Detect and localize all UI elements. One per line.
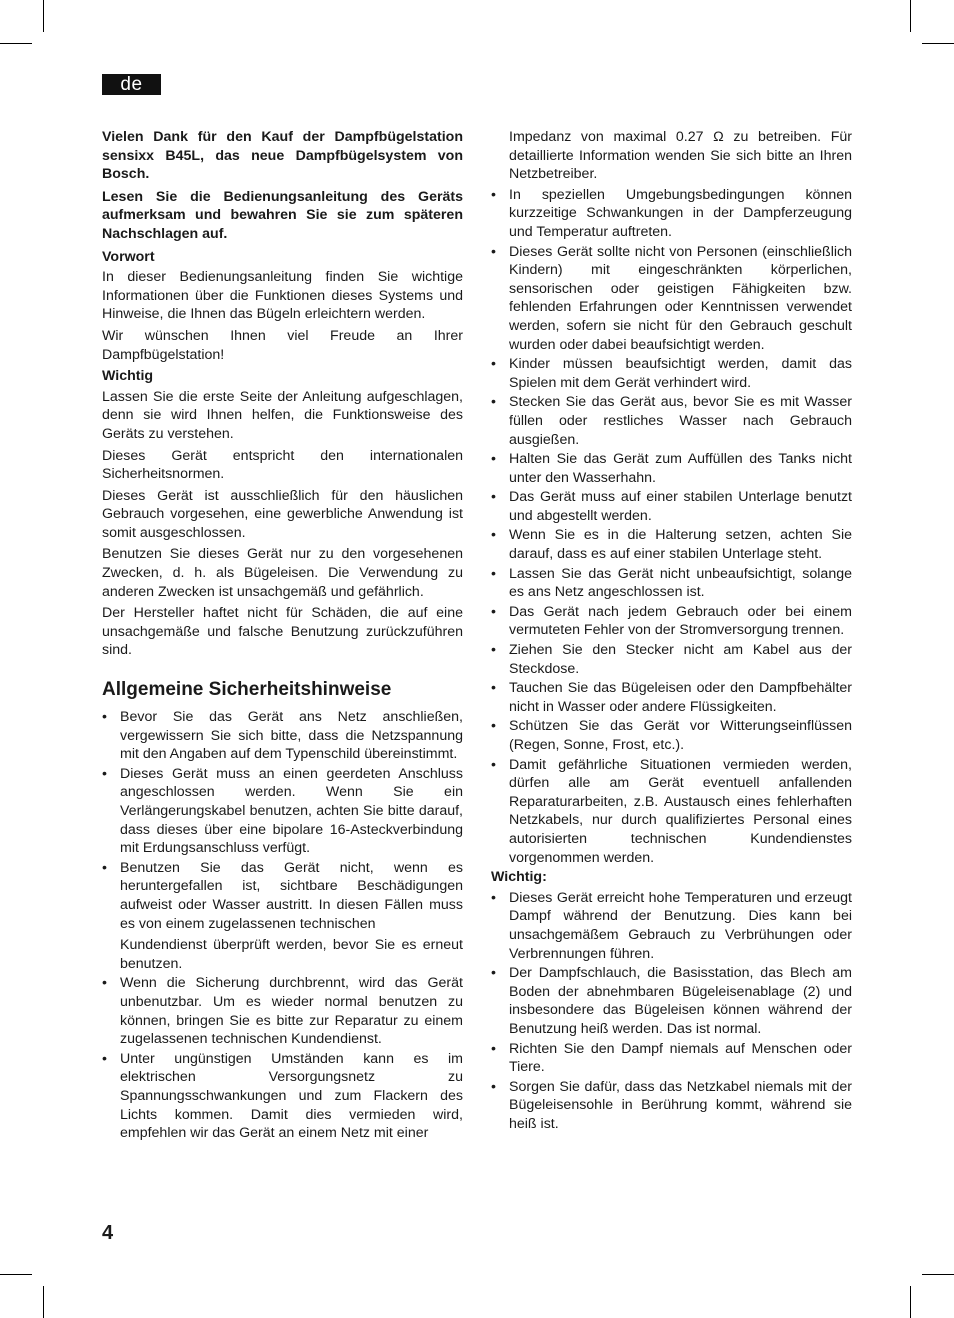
list-item (491, 641, 852, 678)
list-item (102, 708, 463, 764)
wichtig-paragraph: Lassen Sie die erste Seite der Anleitung aufgeschlagen, denn sie wird Ihnen helfen, die Funktionsweise des Geräts zu verstehen. (102, 388, 463, 442)
list-item (491, 393, 852, 449)
list-item (491, 1078, 852, 1134)
list-item-text: Richten Sie den Dampf niemals auf Menschen oder Tiere. (509, 1040, 852, 1076)
intro-paragraph: Lesen Sie die Bedienungsanleitung des Geräts aufmerksam und bewahren Sie sie zum späteren Nachschlagen auf. (102, 188, 463, 242)
bullet-icon: • (491, 889, 496, 906)
bullet-icon: • (491, 756, 496, 773)
list-item-text: Sorgen Sie dafür, dass das Netzkabel niemals mit der Bügeleisensohle in Berührung kommt, während sie heiß ist. (509, 1078, 852, 1132)
list-item-continuation: Kundendienst überprüft werden, bevor Sie es erneut benutzen. (120, 937, 463, 972)
crop-mark (43, 0, 44, 32)
list-item-text: Stecken Sie das Gerät aus, bevor Sie es mit Wasser füllen oder restliches Wasser nach Gebrauch ausgießen. (509, 394, 852, 448)
list-item (491, 565, 852, 602)
bullet-icon: • (102, 1050, 107, 1067)
bullet-icon: • (491, 1078, 496, 1095)
bullet-icon: • (491, 451, 496, 468)
list-item (491, 1040, 852, 1077)
wichtig-paragraph: Der Hersteller haftet nicht für Schäden, die auf eine unsachgemäße und falsche Benutzung zurückzuführen sind. (102, 605, 463, 659)
crop-mark (922, 1274, 954, 1275)
bullet-icon: • (491, 1040, 496, 1057)
bullet-icon: • (491, 565, 496, 582)
bullet-icon: • (102, 709, 107, 726)
language-badge: de (102, 74, 161, 95)
vorwort-paragraph: In dieser Bedienungsanleitung finden Sie wichtige Informationen über die Funktionen dieses Systems und Hinweise, die Ihnen das Bügeln erleichtern werden. (102, 269, 463, 323)
list-item-text: Tauchen Sie das Bügeleisen oder den Dampfbehälter nicht in Wasser oder andere Flüssigkeiten. (509, 680, 852, 715)
list-item-text: Wenn Sie es in die Halterung setzen, achten Sie darauf, dass es auf einer stabilen Unterlage steht. (509, 527, 852, 563)
list-item (102, 859, 463, 974)
list-item-text: Unter ungünstigen Umständen kann es im elektrischen Versorgungsnetz zu Spannungsschwankungen und zum Flackern des Lichts kommen. Damit dies vermieden wird, empfehlen wir das Gerät an einem Netz mit einer (120, 1050, 463, 1142)
bullet-icon: • (102, 765, 107, 782)
crop-mark (0, 1274, 32, 1275)
list-item (102, 765, 463, 858)
list-item (491, 186, 852, 242)
bullet-icon: • (102, 859, 107, 876)
list-item (491, 450, 852, 487)
bullet-icon: • (102, 975, 107, 992)
bullet-icon: • (491, 394, 496, 411)
list-item-text: Dieses Gerät muss an einen geerdeten Anschluss angeschlossen werden. Wenn Sie ein Verlängerungskabel benutzen, achten Sie bitte darauf, dass dieses über eine bipolare 16-Asteckverbindung mit Erdungsanschluss verfügt. (120, 765, 463, 857)
list-item-text: Wenn die Sicherung durchbrennt, wird das Gerät unbenutzbar. Um es wieder normal benutzen zu können, bringen Sie es bitte zur Reparatur zu einem zugelassenen technischen Kundendienst. (120, 975, 463, 1048)
section-title: Allgemeine Sicherheitshinweise (102, 679, 392, 701)
bullet-icon: • (491, 965, 496, 982)
list-item (491, 243, 852, 355)
bullet-icon: • (491, 186, 496, 203)
safety-list (102, 708, 463, 1143)
wichtig-heading-right: Wichtig: (491, 869, 547, 886)
list-item-text: Kinder müssen beaufsichtigt werden, damit das Spielen mit dem Gerät verhindert wird. (509, 356, 852, 391)
wichtig-paragraph: Benutzen Sie dieses Gerät nur zu den vorgesehenen Zwecken, d. h. als Bügeleisen. Die Verwendung zu anderen Zwecken ist unsachgemäß und gefährlich. (102, 546, 463, 600)
bullet-icon: • (491, 527, 496, 544)
list-item (491, 756, 852, 868)
continued-paragraph: Impedanz von maximal 0.27 Ω zu betreiben. Für detaillierte Information wenden Sie sich bitte an Ihren Netzbetreiber. (509, 129, 852, 183)
list-item (102, 974, 463, 1048)
left-column (102, 128, 463, 1144)
bullet-icon: • (491, 642, 496, 659)
list-item-text: Dieses Gerät erreicht hohe Temperaturen und erzeugt Dampf während der Benutzung. Dies kann bei unsachgemäßem Gebrauch zu Verbrühungen oder Verbrennungen führen. (509, 889, 852, 962)
list-item (491, 964, 852, 1038)
list-item-text: Damit gefährliche Situationen vermieden werden, dürfen alle am Gerät eventuell anfallenden Reparaturarbeiten, z.B. Austausch eines fehlerhaften Netzkabels, nur durch qualifiziertes Personal eines autorisierten technischen Kundendienstes vorgenommen werden. (509, 756, 852, 866)
list-item-text: Lassen Sie das Gerät nicht unbeaufsichtigt, solange es ans Netz angeschlossen ist. (509, 565, 852, 601)
list-item-text: In speziellen Umgebungsbedingungen können kurzzeitige Schwankungen in der Dampferzeugung und Temperatur auftreten. (509, 186, 852, 240)
list-item-text: Schützen Sie das Gerät vor Witterungseinflüssen (Regen, Sonne, Frost, etc.). (509, 718, 852, 753)
bullet-icon: • (491, 603, 496, 620)
list-item (102, 1050, 463, 1143)
list-item (491, 355, 852, 392)
vorwort-paragraph: Wir wünschen Ihnen viel Freude an Ihrer Dampfbügelstation! (102, 327, 463, 363)
intro-paragraph: Vielen Dank für den Kauf der Dampfbügelstation sensixx B45L, das neue Dampfbügelsystem von Bosch. (102, 129, 463, 183)
right-column (491, 128, 852, 1134)
wichtig-paragraph: Dieses Gerät ist ausschließlich für den häuslichen Gebrauch vorgesehen, eine gewerbliche Anwendung ist somit ausgeschlossen. (102, 487, 463, 541)
wichtig-heading: Wichtig (102, 368, 154, 385)
bullet-icon: • (491, 356, 496, 373)
list-item-text: Das Gerät muss auf einer stabilen Unterlage benutzt und abgestellt werden. (509, 489, 852, 524)
bullet-icon: • (491, 489, 496, 506)
bullet-icon: • (491, 718, 496, 735)
list-item-text: Ziehen Sie den Stecker nicht am Kabel aus der Steckdose. (509, 642, 852, 677)
wichtig-list (491, 889, 852, 1134)
vorwort-heading: Vorwort (102, 248, 155, 265)
list-item (491, 679, 852, 716)
bullet-icon: • (491, 243, 496, 260)
safety-list-continued (491, 186, 852, 867)
list-item-text: Der Dampfschlauch, die Basisstation, das Blech am Boden der abnehmbaren Bügeleisenablage (2) und insbesondere das Bügeleisen können während der Benutzung heiß werden. Das ist normal. (509, 965, 852, 1037)
list-item (491, 488, 852, 525)
wichtig-paragraph: Dieses Gerät entspricht den internationalen Sicherheitsnormen. (102, 447, 463, 483)
list-item-text: Dieses Gerät sollte nicht von Personen (einschließlich Kindern) mit eingeschränkten körperlichen, sensorischen oder geistigen Fähigkeiten bzw. fehlenden Erfahrungen oder Kenntnissen verwendet werden, sofern sie nicht für den Gebrauch geschult wurden oder dabei beaufsichtigt werden. (509, 243, 852, 353)
bullet-icon: • (491, 680, 496, 697)
crop-mark (0, 43, 32, 44)
list-item-text: Benutzen Sie das Gerät nicht, wenn es heruntergefallen ist, sichtbare Beschädigungen aufweist oder Wasser austritt. In diesen Fällen muss es von einem zugelassenen technischen (120, 859, 463, 932)
list-item (491, 717, 852, 754)
crop-mark (910, 1286, 911, 1318)
list-item (491, 889, 852, 963)
list-item-text: Halten Sie das Gerät zum Auffüllen des Tanks nicht unter den Wasserhahn. (509, 451, 852, 486)
list-item (491, 526, 852, 563)
list-item (491, 603, 852, 640)
crop-mark (910, 0, 911, 32)
list-item-text: Das Gerät nach jedem Gebrauch oder bei einem vermuteten Fehler von der Stromversorgung trennen. (509, 603, 852, 639)
crop-mark (922, 43, 954, 44)
page-number: 4 (102, 1222, 114, 1244)
crop-mark (43, 1286, 44, 1318)
list-item-text: Bevor Sie das Gerät ans Netz anschließen, vergewissern Sie sich bitte, dass die Netzspannung mit den Angaben auf dem Typenschild übereinstimmt. (120, 709, 463, 763)
